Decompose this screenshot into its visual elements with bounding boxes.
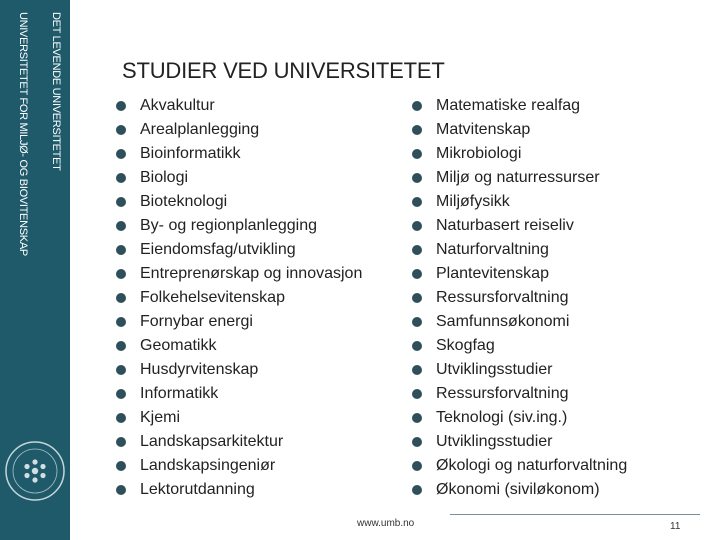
list-item bbox=[412, 166, 627, 190]
list-item-label: Eiendomsfag/utvikling bbox=[140, 241, 296, 258]
sidebar-university-name: UNIVERSITETET FOR MILJØ- OG BIOVITENSKAP bbox=[17, 12, 29, 256]
bullet-icon bbox=[412, 101, 422, 111]
list-item bbox=[412, 286, 627, 310]
bullet-icon bbox=[116, 413, 126, 423]
bullet-icon bbox=[116, 341, 126, 351]
sidebar bbox=[0, 0, 70, 540]
list-item bbox=[116, 190, 362, 214]
bullet-icon bbox=[116, 437, 126, 447]
sidebar-tagline: DET LEVENDE UNIVERSITETET bbox=[50, 12, 62, 171]
list-item bbox=[412, 94, 627, 118]
bullet-icon bbox=[412, 317, 422, 327]
bullet-icon bbox=[116, 485, 126, 495]
list-item bbox=[116, 430, 362, 454]
bullet-icon bbox=[116, 389, 126, 399]
list-item-label: Samfunnsøkonomi bbox=[436, 313, 570, 330]
list-item-label: Matematiske realfag bbox=[436, 97, 581, 114]
list-item-label: Utviklingsstudier bbox=[436, 361, 553, 378]
list-item bbox=[412, 142, 627, 166]
list-item bbox=[116, 310, 362, 334]
list-item-label: Landskapsingeniør bbox=[140, 457, 276, 474]
footer-divider bbox=[450, 514, 700, 515]
list-item-label: Økologi og naturforvaltning bbox=[436, 457, 628, 474]
list-item-label: Arealplanlegging bbox=[140, 121, 260, 138]
list-item bbox=[116, 238, 362, 262]
list-item bbox=[116, 478, 362, 502]
list-item-label: Naturbasert reiseliv bbox=[436, 217, 574, 234]
list-item-label: Lektorutdanning bbox=[140, 481, 255, 498]
list-item-label: Plantevitenskap bbox=[436, 265, 549, 282]
bullet-icon bbox=[412, 221, 422, 231]
list-item-label: Teknologi (siv.ing.) bbox=[436, 409, 568, 426]
list-item-label: Geomatikk bbox=[140, 337, 217, 354]
study-list-right bbox=[412, 94, 627, 502]
list-item-label: Miljø og naturressurser bbox=[436, 169, 600, 186]
university-seal-icon bbox=[4, 440, 66, 502]
bullet-icon bbox=[412, 293, 422, 303]
list-item-label: Akvakultur bbox=[140, 97, 215, 114]
list-item bbox=[412, 190, 627, 214]
list-item bbox=[116, 214, 362, 238]
bullet-icon bbox=[412, 149, 422, 159]
study-list-left bbox=[116, 94, 362, 502]
list-item bbox=[116, 142, 362, 166]
bullet-icon bbox=[116, 293, 126, 303]
list-item bbox=[116, 94, 362, 118]
list-item-label: Kjemi bbox=[140, 409, 181, 426]
list-item-label: Informatikk bbox=[140, 385, 219, 402]
bullet-icon bbox=[412, 173, 422, 183]
list-item bbox=[412, 358, 627, 382]
list-item-label: Miljøfysikk bbox=[436, 193, 510, 210]
list-item bbox=[412, 382, 627, 406]
bullet-icon bbox=[116, 149, 126, 159]
bullet-icon bbox=[412, 485, 422, 495]
footer-url[interactable]: www.umb.no bbox=[357, 518, 415, 529]
bullet-icon bbox=[412, 245, 422, 255]
list-item-label: Husdyrvitenskap bbox=[140, 361, 259, 378]
bullet-icon bbox=[116, 461, 126, 471]
list-item-label: Matvitenskap bbox=[436, 121, 531, 138]
bullet-icon bbox=[116, 365, 126, 375]
list-item bbox=[116, 406, 362, 430]
list-item-label: Mikrobiologi bbox=[436, 145, 522, 162]
page-number: 11 bbox=[670, 521, 681, 532]
list-item-label: Utviklingsstudier bbox=[436, 433, 553, 450]
list-item bbox=[412, 454, 627, 478]
list-item bbox=[412, 430, 627, 454]
list-item bbox=[412, 214, 627, 238]
bullet-icon bbox=[116, 317, 126, 327]
list-item bbox=[116, 334, 362, 358]
bullet-icon bbox=[412, 341, 422, 351]
bullet-icon bbox=[116, 125, 126, 135]
list-item bbox=[116, 166, 362, 190]
bullet-icon bbox=[116, 101, 126, 111]
list-item-label: Bioinformatikk bbox=[140, 145, 241, 162]
list-item-label: Folkehelsevitenskap bbox=[140, 289, 285, 306]
list-item-label: Ressursforvaltning bbox=[436, 289, 569, 306]
list-item bbox=[116, 358, 362, 382]
page-title: STUDIER VED UNIVERSITETET bbox=[122, 58, 445, 83]
bullet-icon bbox=[116, 269, 126, 279]
bullet-icon bbox=[412, 365, 422, 375]
list-item-label: By- og regionplanlegging bbox=[140, 217, 318, 234]
list-item-label: Landskapsarkitektur bbox=[140, 433, 284, 450]
list-item bbox=[412, 334, 627, 358]
list-item-label: Ressursforvaltning bbox=[436, 385, 569, 402]
bullet-icon bbox=[412, 197, 422, 207]
list-item bbox=[116, 286, 362, 310]
list-item-label: Fornybar energi bbox=[140, 313, 253, 330]
bullet-icon bbox=[412, 125, 422, 135]
bullet-icon bbox=[412, 437, 422, 447]
bullet-icon bbox=[412, 269, 422, 279]
list-item bbox=[412, 406, 627, 430]
list-item bbox=[412, 238, 627, 262]
list-item bbox=[116, 454, 362, 478]
list-item-label: Entreprenørskap og innovasjon bbox=[140, 265, 363, 282]
list-item bbox=[116, 118, 362, 142]
bullet-icon bbox=[116, 245, 126, 255]
bullet-icon bbox=[116, 197, 126, 207]
bullet-icon bbox=[412, 389, 422, 399]
bullet-icon bbox=[116, 173, 126, 183]
list-item bbox=[412, 262, 627, 286]
list-item bbox=[116, 262, 362, 286]
list-item bbox=[412, 118, 627, 142]
list-item-label: Naturforvaltning bbox=[436, 241, 549, 258]
list-item bbox=[412, 478, 627, 502]
list-item-label: Skogfag bbox=[436, 337, 495, 354]
bullet-icon bbox=[116, 221, 126, 231]
list-item-label: Bioteknologi bbox=[140, 193, 228, 210]
list-item-label: Økonomi (siviløkonom) bbox=[436, 481, 600, 498]
bullet-icon bbox=[412, 413, 422, 423]
list-item bbox=[412, 310, 627, 334]
bullet-icon bbox=[412, 461, 422, 471]
list-item-label: Biologi bbox=[140, 169, 189, 186]
list-item bbox=[116, 382, 362, 406]
